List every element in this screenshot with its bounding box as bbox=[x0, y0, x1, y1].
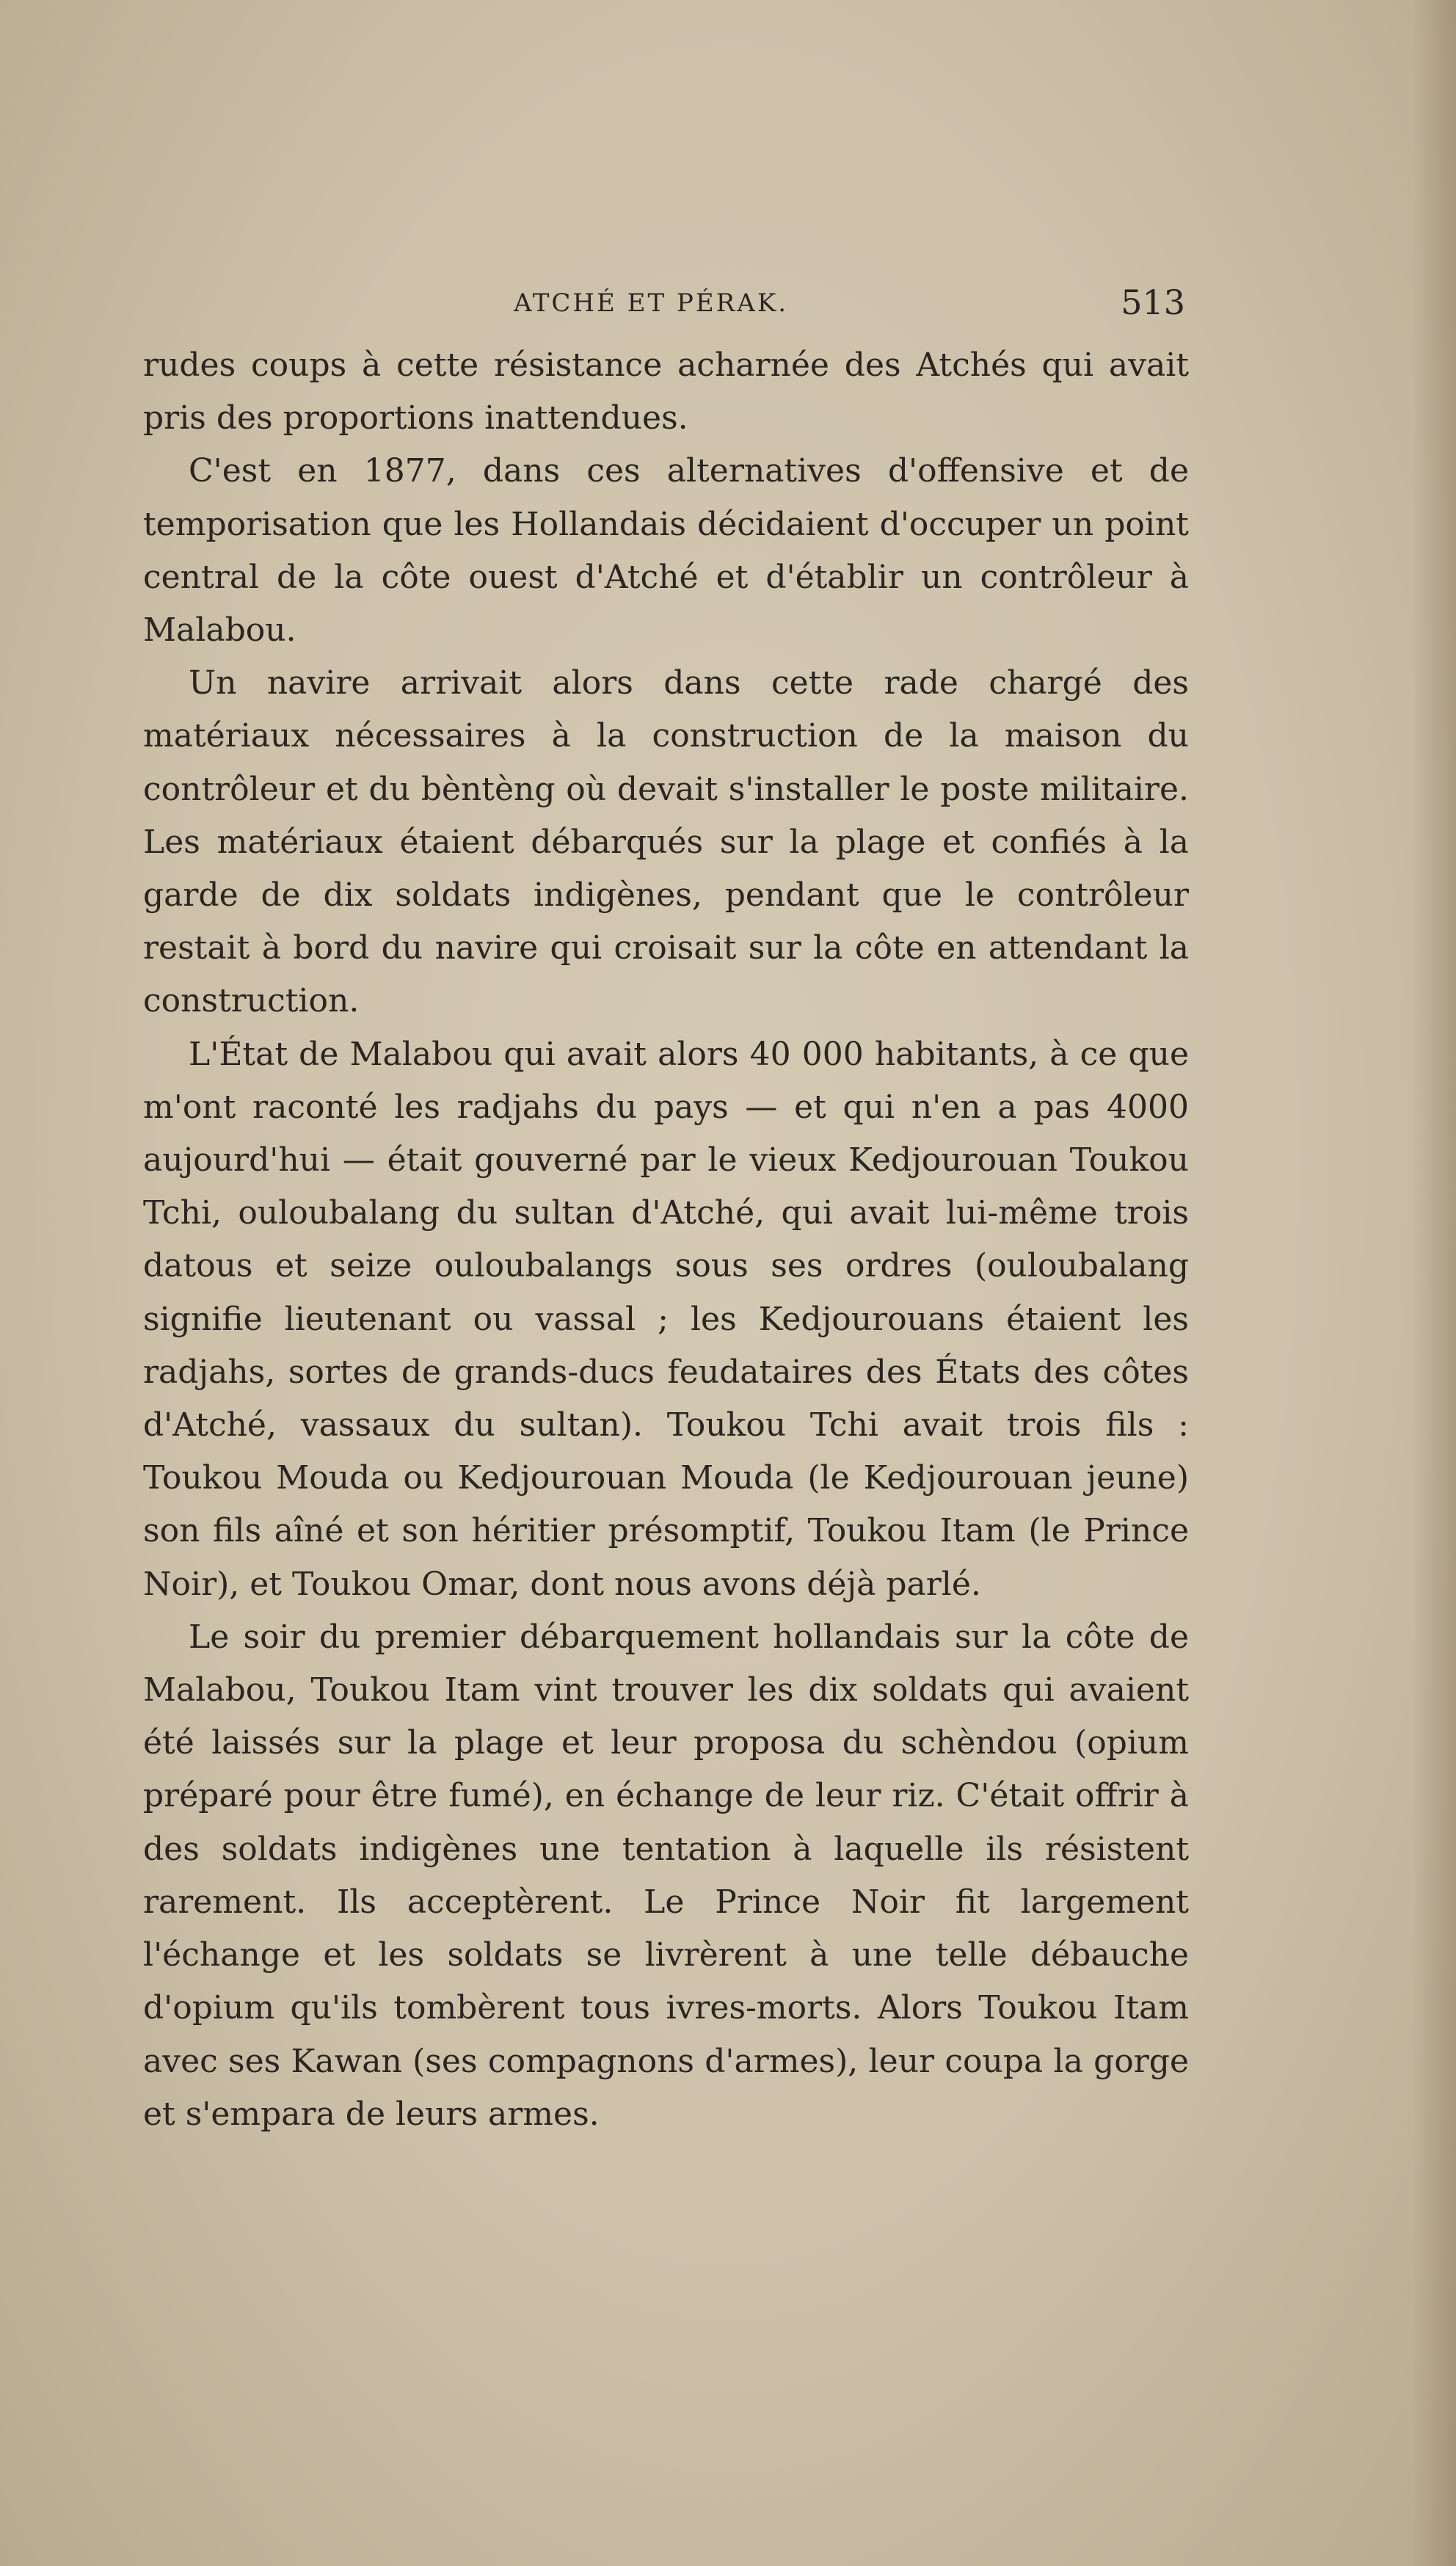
page-edge-shadow bbox=[1412, 0, 1456, 2566]
running-header bbox=[143, 283, 1185, 327]
paragraph: Le soir du premier débarquement hollandais sur la côte de Malabou, Toukou Itam vint trouver les dix soldats qui avaient été laissés sur la plage et leur proposa du schèndou (opium préparé pour être fumé), en échange de leur riz. C'était offrir à des soldats indigènes une tentation à laquelle ils résistent rarement. Ils acceptèrent. Le Prince Noir fit largement l'échange et les soldats se livrèrent à une telle débauche d'opium qu'ils tombèrent tous ivres-morts. Alors Toukou Itam avec ses Kawan (ses compagnons d'armes), leur coupa la gorge et s'empara de leurs armes. bbox=[143, 1618, 1189, 2133]
paragraph-continued: rudes coups à cette résistance acharnée des Atchés qui avait pris des proportions inattendues. bbox=[143, 346, 1189, 437]
body-text bbox=[143, 339, 1189, 2141]
paragraph: L'État de Malabou qui avait alors 40 000 habitants, à ce que m'ont raconté les radjahs du pays — et qui n'en a pas 4000 aujourd'hui — était gouverné par le vieux Kedjourouan Toukou Tchi, ouloubalang du sultan d'Atché, qui avait lui-même trois datous et seize ouloubalangs sous ses ordres (ouloubalang signifie lieutenant ou vassal ; les Kedjourouans étaient les radjahs, sortes de grands-ducs feudataires des États des côtes d'Atché, vassaux du sultan). Toukou Tchi avait trois fils : Toukou Mouda ou Kedjourouan Mouda (le Kedjourouan jeune) son fils aîné et son héritier présomptif, Toukou Itam (le Prince Noir), et Toukou Omar, dont nous avons déjà parlé. bbox=[143, 1035, 1189, 1603]
running-title: ATCHÉ ET PÉRAK. bbox=[514, 288, 789, 318]
paragraph: Un navire arrivait alors dans cette rade chargé des matériaux nécessaires à la construction de la maison du contrôleur et du bèntèng où devait s'installer le poste militaire. Les matériaux étaient débarqués sur la plage et confiés à la garde de dix soldats indigènes, pendant que le contrôleur restait à bord du navire qui croisait sur la côte en attendant la construction. bbox=[143, 664, 1189, 1020]
paragraph: C'est en 1877, dans ces alternatives d'offensive et de temporisation que les Hollandais décidaient d'occuper un point central de la côte ouest d'Atché et d'établir un contrôleur à Malabou. bbox=[143, 452, 1189, 650]
page-number: 513 bbox=[1121, 283, 1185, 322]
